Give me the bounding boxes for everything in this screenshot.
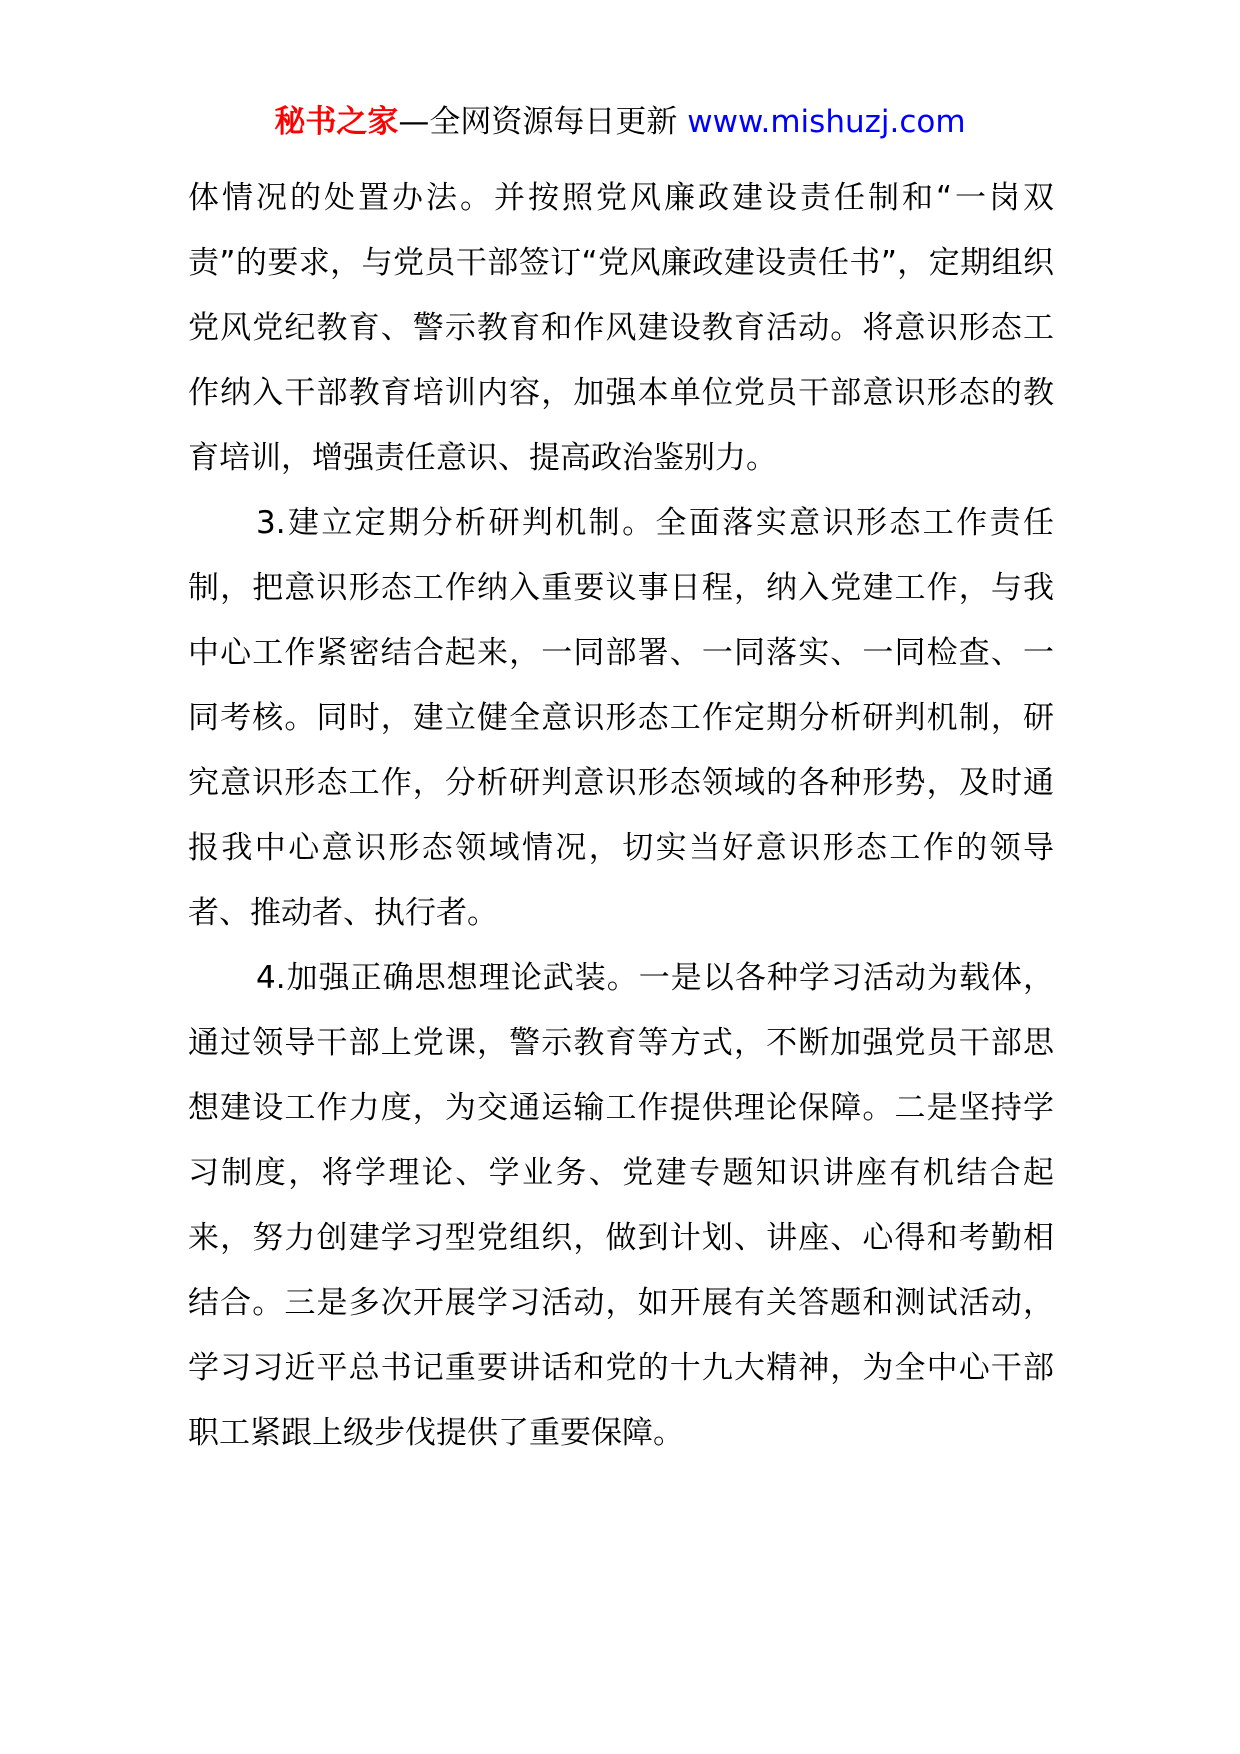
website-link[interactable]: www.mishuzj.com	[687, 104, 966, 140]
document-body	[188, 166, 1054, 1466]
page-header	[0, 100, 1240, 144]
paragraph-continued: 体情况的处置办法。并按照党风廉政建设责任制和“一岗双责”的要求，与党员干部签订“党风廉政建设责任书”，定期组织党风党纪教育、警示教育和作风建设教育活动。将意识形态工作纳入干部教育培训内容，加强本单位党员干部意识形态的教育培训，增强责任意识、提高政治鉴别力。	[188, 180, 1054, 476]
header-slogan: —全网资源每日更新	[398, 104, 678, 140]
paragraph-item-3: 3.建立定期分析研判机制。全面落实意识形态工作责任制，把意识形态工作纳入重要议事日程，纳入党建工作，与我中心工作紧密结合起来，一同部署、一同落实、一同检查、一同考核。同时，建立健全意识形态工作定期分析研判机制，研究意识形态工作，分析研判意识形态领域的各种形势，及时通报我中心意识形态领域情况，切实当好意识形态工作的领导者、推动者、执行者。	[188, 505, 1054, 931]
brand-name: 秘书之家	[274, 104, 399, 140]
paragraph-item-4: 4.加强正确思想理论武装。一是以各种学习活动为载体，通过领导干部上党课，警示教育等方式，不断加强党员干部思想建设工作力度，为交通运输工作提供理论保障。二是坚持学习制度，将学理论、学业务、党建专题知识讲座有机结合起来，努力创建学习型党组织，做到计划、讲座、心得和考勤相结合。三是多次开展学习活动，如开展有关答题和测试活动，学习习近平总书记重要讲话和党的十九大精神，为全中心干部职工紧跟上级步伐提供了重要保障。	[188, 960, 1054, 1451]
